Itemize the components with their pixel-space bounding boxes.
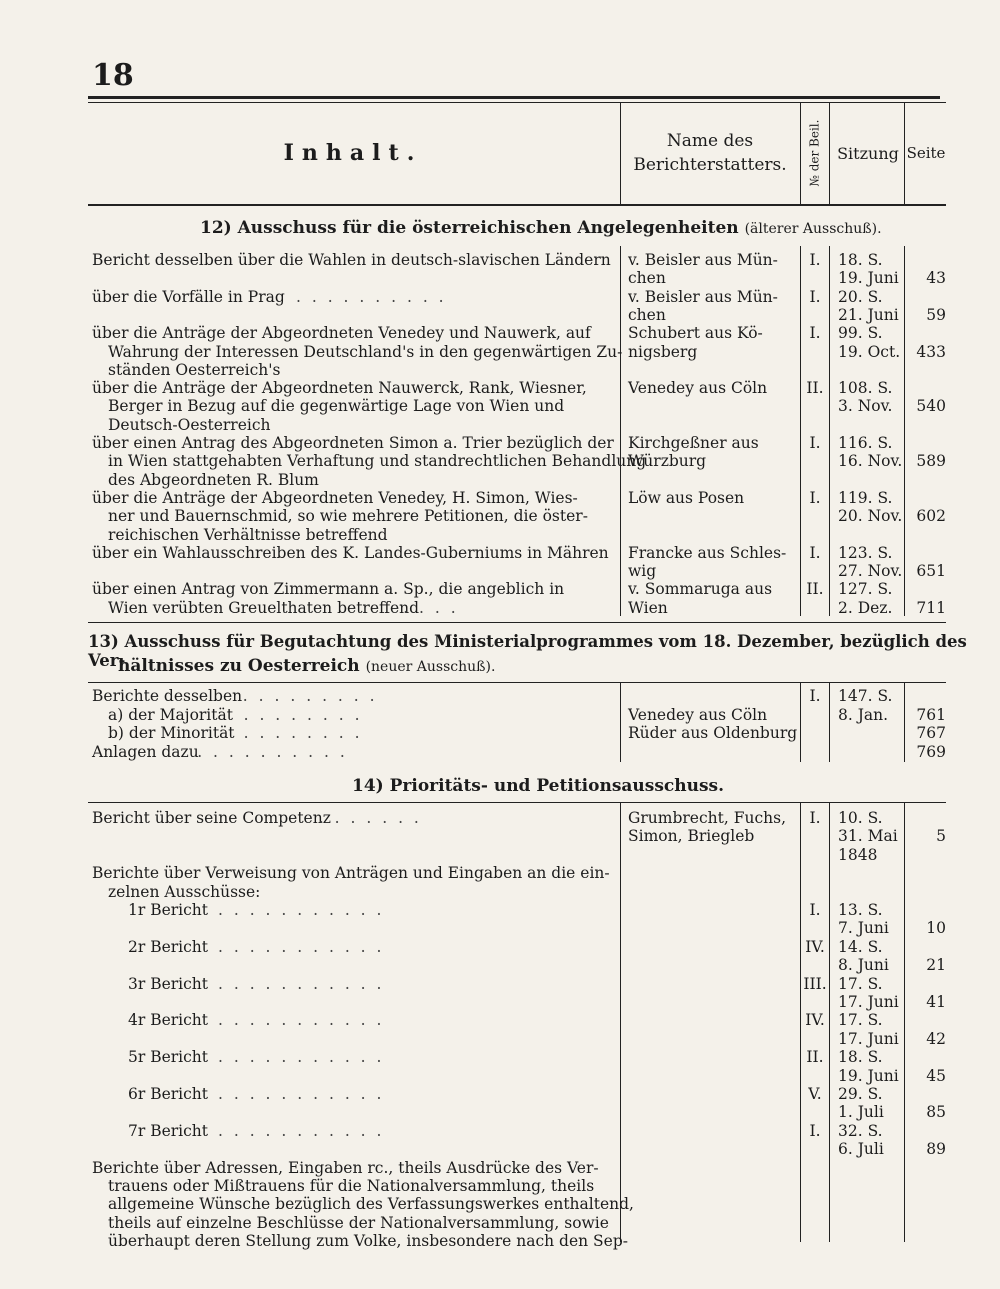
beilage-number: II. <box>806 1048 824 1067</box>
entry-text: des Abgeordneten R. Blum <box>108 470 319 489</box>
leader-dots: . . . . . . . . . . . <box>218 937 385 956</box>
header-seite: Seite <box>906 144 946 162</box>
leader-dots: . . . . . . . . <box>243 724 363 742</box>
seite-value: 45 <box>926 1066 946 1085</box>
sitzung-value: 19. Oct. <box>838 342 901 361</box>
reporter-name: nigsberg <box>628 342 698 361</box>
beilage-number: I. <box>809 488 821 507</box>
sitzung-value: 17. S. <box>838 974 883 993</box>
reporter-name: Rüder aus Oldenburg <box>628 724 798 742</box>
beilage-number: IV. <box>805 1011 825 1030</box>
seite-value: 5 <box>936 827 946 846</box>
col-line <box>829 246 830 616</box>
section-13-title-rule <box>88 682 946 683</box>
reporter-name: Grumbrecht, Fuchs, <box>628 809 787 827</box>
beilage-number: II. <box>806 580 824 599</box>
section-13-title-line2 <box>118 656 495 676</box>
section-13-title-line1: 13) Ausschuss für Begutachtung des Ministerialprogrammes vom 18. Dezember, bezüglich des Ver- <box>88 632 967 670</box>
leader-dots: . . . . . . . . . . <box>296 287 447 306</box>
entry-text: 3r Bericht <box>128 974 209 993</box>
entry-text: a) der Majorität <box>108 705 233 724</box>
reporter-name: Löw aus Posen <box>628 488 745 507</box>
entry-text: über einen Antrag von Zimmermann a. Sp., die angeblich in <box>92 580 565 599</box>
entry-text: über die Anträge der Abgeordneten Nauwerck, Rank, Wiesner, <box>92 379 587 398</box>
sitzung-value: 17. Juni <box>838 1029 899 1048</box>
entry-text: 4r Bericht <box>128 1011 209 1030</box>
entry-text: Berger in Bezug auf die gegenwärtige Lage von Wien und <box>108 397 565 416</box>
beilage-number: I. <box>809 251 821 269</box>
beilage-number: III. <box>803 974 827 993</box>
section-13-rule <box>88 622 946 623</box>
sitzung-value: 8. Juni <box>838 956 889 975</box>
beilage-number: I. <box>809 809 821 827</box>
seite-value: 85 <box>926 1103 946 1122</box>
sitzung-value: 16. Nov. <box>838 452 903 471</box>
entry-text: über die Anträge der Abgeordneten Venedey und Nauwerk, auf <box>92 324 591 343</box>
sitzung-value: 127. S. <box>838 580 893 599</box>
entry-text: Berichte über Adressen, Eingaben rc., theils Ausdrücke des Ver- <box>92 1158 599 1177</box>
col-line <box>829 682 830 762</box>
entry-text: Anlagen dazu <box>92 742 199 761</box>
seite-value: 602 <box>916 507 946 526</box>
reporter-name: Venedey aus Cöln <box>628 705 768 724</box>
entry-text: ner und Bauernschmid, so wie mehrere Petitionen, die öster- <box>108 507 588 526</box>
header-col-line <box>904 102 905 204</box>
sitzung-value: 27. Nov. <box>838 562 903 581</box>
entry-text: über die Vorfälle in Prag <box>92 287 285 306</box>
seite-value: 540 <box>916 397 946 416</box>
sitzung-value: 18. S. <box>838 1048 883 1067</box>
leader-dots: . . . . . . . . . . . <box>218 901 385 919</box>
leader-dots: . . . . . . . . . <box>242 687 378 705</box>
sitzung-value: 7. Juni <box>838 919 889 938</box>
reporter-name: v. Beisler aus Mün- <box>628 251 778 269</box>
header-name-line1: Name des <box>666 131 754 151</box>
seite-value: 42 <box>926 1029 946 1048</box>
col-line <box>620 682 621 762</box>
sitzung-value: 20. S. <box>838 287 883 306</box>
header-name-line2: Berichterstatters. <box>633 155 787 175</box>
col-line <box>800 682 801 762</box>
entry-text: ständen Oesterreich's <box>108 360 281 379</box>
section-14-title: 14) Prioritäts- und Petitionsausschuss. <box>352 776 725 796</box>
col-line <box>620 802 621 1242</box>
reporter-name: chen <box>628 269 666 288</box>
leader-dots: . . . . . . . . . . . <box>218 1121 385 1140</box>
header-col-line <box>620 102 621 204</box>
entry-text: 1r Bericht <box>128 901 209 919</box>
seite-value: 651 <box>916 562 946 581</box>
page-number: 18 <box>92 58 134 93</box>
entry-text: Deutsch-Oesterreich <box>108 415 271 434</box>
seite-value: 433 <box>916 342 946 361</box>
header-sitzung: Sitzung <box>837 143 899 163</box>
reporter-name: Francke aus Schles- <box>628 543 787 562</box>
leader-dots: . . . . . . . . . . . <box>218 1011 385 1030</box>
seite-value: 769 <box>916 742 946 761</box>
sitzung-value: 3. Nov. <box>838 397 893 416</box>
top-rule <box>88 96 940 99</box>
sitzung-value: 31. Mai <box>838 827 898 846</box>
seite-value: 43 <box>926 269 946 288</box>
entry-text: überhaupt deren Stellung zum Volke, insbesondere nach den Sep- <box>108 1232 628 1251</box>
entry-text: Bericht desselben über die Wahlen in deutsch-slavischen Ländern <box>92 251 611 269</box>
entry-text: Bericht über seine Competenz <box>92 809 331 827</box>
beilage-number: I. <box>809 687 821 705</box>
reporter-name: Kirchgeßner aus <box>628 434 759 452</box>
entry-text: über die Anträge der Abgeordneten Venedey, H. Simon, Wies- <box>92 488 578 507</box>
sitzung-value: 119. S. <box>838 488 893 507</box>
entry-text: Wahrung der Interessen Deutschland's in den gegenwärtigen Zu- <box>108 342 623 361</box>
header-beil-label: № der Beil. <box>807 119 822 187</box>
reporter-name: Wien <box>628 598 668 617</box>
header-col-line <box>800 102 801 204</box>
header-name <box>622 102 798 204</box>
entry-text: Berichte über Verweisung von Anträgen und Eingaben an die ein- <box>92 864 610 883</box>
beilage-number: I. <box>809 324 821 343</box>
entry-text: reichischen Verhältnisse betreffend <box>108 525 388 544</box>
reporter-name: wig <box>628 562 657 581</box>
section-12-title-text: 12) Ausschuss für die österreichischen Angelegenheiten <box>200 218 739 238</box>
leader-dots: . . . . . . . . . . <box>197 742 348 761</box>
sitzung-value: 32. S. <box>838 1121 883 1140</box>
sitzung-value: 108. S. <box>838 379 893 398</box>
sitzung-value: 1848 <box>838 845 878 864</box>
sitzung-value: 99. S. <box>838 324 883 343</box>
reporter-name: Würzburg <box>628 452 707 471</box>
leader-dots: . . . . . . . . . . . <box>218 1048 385 1067</box>
leader-dots: . . . . . . . . . . . <box>218 1085 385 1103</box>
sitzung-value: 8. Jan. <box>838 705 889 724</box>
beilage-number: I. <box>809 287 821 306</box>
reporter-name: Simon, Briegleb <box>628 827 755 846</box>
seite-value: 711 <box>916 598 946 617</box>
leader-dots: . . . . . . . <box>318 809 422 827</box>
beilage-number: IV. <box>805 937 825 956</box>
entry-text: 5r Bericht <box>128 1048 209 1067</box>
section-12-title <box>200 218 882 238</box>
seite-value: 41 <box>926 993 946 1011</box>
entry-text: über ein Wahlausschreiben des K. Landes-Guberniums in Mähren <box>92 543 609 562</box>
entry-text: über einen Antrag des Abgeordneten Simon a. Trier bezüglich der <box>92 434 614 452</box>
beilage-number: I. <box>809 1121 821 1140</box>
header-beil <box>802 102 826 204</box>
section-13-title-line2-text: hältnisses zu Oesterreich <box>118 656 360 676</box>
col-line <box>800 246 801 616</box>
entry-text: theils auf einzelne Beschlüsse der Nationalversammlung, sowie <box>108 1213 609 1232</box>
col-line <box>904 802 905 1242</box>
entry-text: 2r Bericht <box>128 937 209 956</box>
sitzung-value: 17. S. <box>838 1011 883 1030</box>
seite-value: 10 <box>926 919 946 938</box>
beilage-number: I. <box>809 543 821 562</box>
seite-value: 767 <box>916 724 946 742</box>
leader-dots: . . . . . . . . <box>243 705 363 724</box>
sitzung-value: 29. S. <box>838 1085 883 1103</box>
reporter-name: chen <box>628 305 666 324</box>
reporter-name: v. Beisler aus Mün- <box>628 287 778 306</box>
entry-text: Wien verübten Greuelthaten betreffend <box>108 598 420 617</box>
entry-text: in Wien stattgehabten Verhaftung und standrechtlichen Behandlung <box>108 452 647 471</box>
sitzung-value: 116. S. <box>838 434 893 452</box>
sitzung-value: 18. S. <box>838 251 883 269</box>
sitzung-value: 19. Juni <box>838 269 899 288</box>
leader-dots: . . . . . . . . . . . <box>218 974 385 993</box>
header-bottom-line <box>88 204 946 206</box>
entry-text: b) der Minorität <box>108 724 235 742</box>
seite-value: 59 <box>926 305 946 324</box>
leader-dots: . . . . <box>403 598 459 617</box>
sitzung-value: 147. S. <box>838 687 893 705</box>
sitzung-value: 17. Juni <box>838 993 899 1011</box>
reporter-name: Venedey aus Cöln <box>628 379 768 398</box>
sitzung-value: 21. Juni <box>838 305 899 324</box>
sitzung-value: 14. S. <box>838 937 883 956</box>
col-line <box>800 802 801 1242</box>
entry-text: zelnen Ausschüsse: <box>108 882 261 901</box>
header-inhalt: Inhalt. <box>283 140 423 166</box>
col-line <box>829 802 830 1242</box>
sitzung-value: 19. Juni <box>838 1066 899 1085</box>
sitzung-value: 2. Dez. <box>838 598 893 617</box>
entry-text: allgemeine Wünsche bezüglich des Verfassungswerkes enthaltend, <box>108 1195 634 1214</box>
reporter-name: v. Sommaruga aus <box>628 580 773 599</box>
sitzung-value: 1. Juli <box>838 1103 884 1122</box>
col-line <box>620 246 621 616</box>
sitzung-value: 13. S. <box>838 901 883 919</box>
reporter-name: Schubert aus Kö- <box>628 324 763 343</box>
entry-text: 6r Bericht <box>128 1085 209 1103</box>
entry-text: trauens oder Mißtrauens für die Nationalversammlung, theils <box>108 1177 595 1195</box>
seite-value: 589 <box>916 452 946 471</box>
sitzung-value: 6. Juli <box>838 1140 884 1159</box>
section-14-title-rule <box>88 802 946 803</box>
seite-value: 89 <box>926 1140 946 1159</box>
seite-value: 761 <box>916 705 946 724</box>
section-12-note: (älterer Ausschuß). <box>744 221 882 237</box>
sitzung-value: 10. S. <box>838 809 883 827</box>
sitzung-value: 123. S. <box>838 543 893 562</box>
sitzung-value: 20. Nov. <box>838 507 903 526</box>
section-13-note: (neuer Ausschuß). <box>365 659 496 675</box>
entry-text: Berichte desselben <box>92 687 243 705</box>
beilage-number: V. <box>808 1085 822 1103</box>
entry-text: 7r Bericht <box>128 1121 209 1140</box>
beilage-number: I. <box>809 434 821 452</box>
header-col-line <box>829 102 830 204</box>
beilage-number: I. <box>809 901 821 919</box>
beilage-number: II. <box>806 379 824 398</box>
seite-value: 21 <box>926 956 946 975</box>
